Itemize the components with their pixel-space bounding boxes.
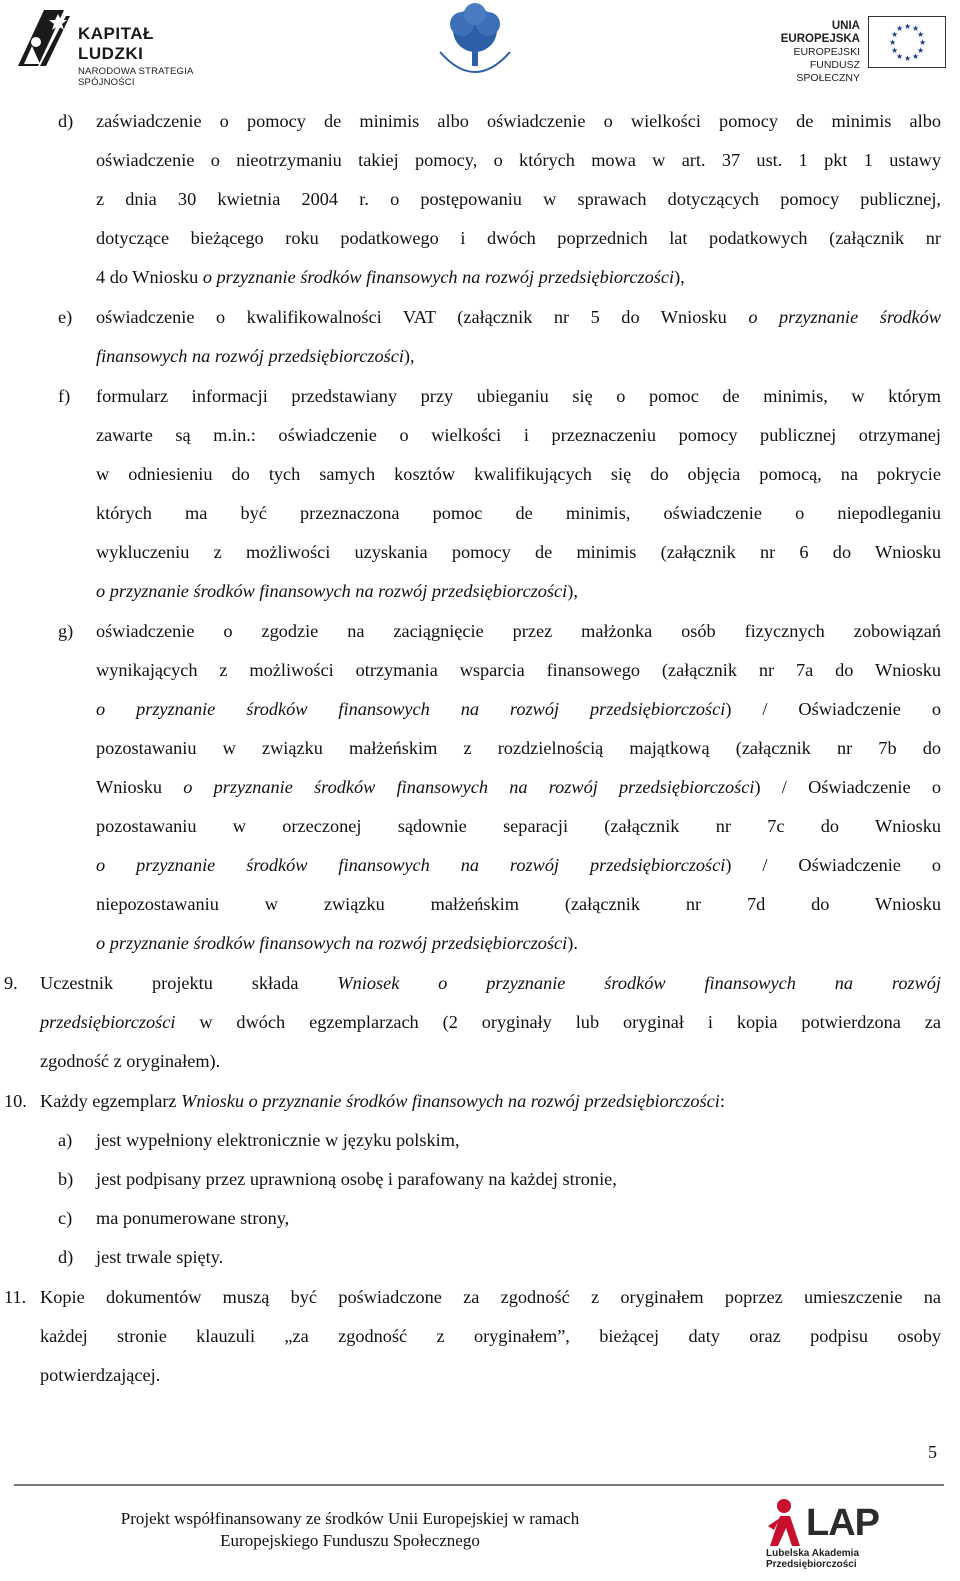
list-marker: c) xyxy=(58,1208,73,1228)
paragraph-line: niepozostawaniu w związku małżeńskim (załącznik nr 7d do Wniosku xyxy=(96,894,941,914)
svg-text:★: ★ xyxy=(912,52,920,61)
kapital-ludzki-subtitle: NARODOWA STRATEGIA SPÓJNOŚCI xyxy=(78,66,193,88)
list-number: 9. xyxy=(4,973,18,993)
lap-wordmark: LAP xyxy=(806,1502,879,1544)
lap-emblem-icon xyxy=(766,1496,806,1548)
footer-line-1: Projekt współfinansowany ze środków Unii Europejskiej w ramach xyxy=(120,1509,580,1528)
paragraph-line: finansowych na rozwój przedsiębiorczości), xyxy=(96,346,415,366)
page-header xyxy=(0,0,960,88)
eu-line1: UNIA EUROPEJSKA xyxy=(780,20,860,45)
paragraph-line: których ma być przeznaczona pomoc de minimis, oświadczenie o niepodleganiu xyxy=(96,503,941,523)
tree-icon xyxy=(430,2,520,86)
svg-text:★: ★ xyxy=(919,38,927,47)
list-marker: a) xyxy=(58,1130,73,1150)
page-number: 5 xyxy=(928,1442,937,1462)
paragraph-line: Kopie dokumentów muszą być poświadczone za zgodność z oryginałem poprzez umieszczenie na xyxy=(40,1287,941,1307)
paragraph-line: 4 do Wniosku o przyznanie środków finansowych na rozwój przedsiębiorczości), xyxy=(96,267,685,287)
list-marker: b) xyxy=(58,1169,74,1189)
paragraph-line: Każdy egzemplarz Wniosku o przyznanie środków finansowych na rozwój przedsiębiorczości: xyxy=(40,1091,725,1111)
paragraph-line: formularz informacji przedstawiany przy ubieganiu się o pomoc de minimis, w którym xyxy=(96,386,941,406)
list-marker: d) xyxy=(58,111,74,131)
lap-logo xyxy=(766,1496,890,1574)
paragraph-line: o przyznanie środków finansowych na rozwój przedsiębiorczości) / Oświadczenie o xyxy=(96,855,941,875)
paragraph-line: każdej stronie klauzuli „za zgodność z oryginałem”, bieżącej daty oraz podpisu osoby xyxy=(40,1326,941,1346)
eu-logo xyxy=(752,12,952,84)
list-item: jest podpisany przez uprawnioną osobę i parafowany na każdej stronie, xyxy=(96,1169,617,1189)
list-number: 10. xyxy=(4,1091,27,1111)
svg-text:★: ★ xyxy=(904,22,912,31)
list-item: jest trwale spięty. xyxy=(96,1247,224,1267)
list-marker: e) xyxy=(58,307,73,327)
kapital-ludzki-emblem-icon xyxy=(14,6,74,72)
paragraph-line: o przyznanie środków finansowych na rozwój przedsiębiorczości), xyxy=(96,581,578,601)
eu-line2: EUROPEJSKI xyxy=(793,46,860,58)
svg-text:★: ★ xyxy=(904,54,912,63)
footer-line-2: Europejskiego Funduszu Społecznego xyxy=(220,1531,480,1550)
svg-text:★: ★ xyxy=(917,30,925,39)
paragraph-line: dotyczące bieżącego roku podatkowego i dwóch poprzednich lat podatkowych (załącznik nr xyxy=(96,228,941,248)
lap-subtitle-line-1: Lubelska Akademia xyxy=(766,1548,860,1559)
paragraph-line: zawarte są m.in.: oświadczenie o wielkości i przeznaczeniu pomocy publicznej otrzymanej xyxy=(96,425,941,445)
footer-divider xyxy=(14,1484,944,1486)
paragraph-line: Wniosku o przyznanie środków finansowych na rozwój przedsiębiorczości) / Oświadczenie o xyxy=(96,777,941,797)
paragraph-line: zgodność z oryginałem). xyxy=(40,1051,221,1071)
paragraph-line: wynikających z możliwości otrzymania wsparcia finansowego (załącznik nr 7a do Wniosku xyxy=(96,660,941,680)
list-marker: d) xyxy=(58,1247,74,1267)
paragraph-line: wykluczeniu z możliwości uzyskania pomocy de minimis (załącznik nr 6 do Wniosku xyxy=(96,542,941,562)
list-marker: g) xyxy=(58,621,74,641)
eu-flag-icon xyxy=(868,16,946,68)
svg-text:★: ★ xyxy=(912,24,920,33)
paragraph-line: oświadczenie o kwalifikowalności VAT (załącznik nr 5 do Wniosku o przyznanie środków xyxy=(96,307,941,327)
paragraph-line: zaświadczenie o pomocy de minimis albo oświadczenie o wielkości pomocy de minimis albo xyxy=(96,111,941,131)
paragraph-line: potwierdzającej. xyxy=(40,1365,161,1385)
paragraph-line: oświadczenie o zgodzie na zaciągnięcie przez małżonka osób fizycznych zobowiązań xyxy=(96,621,941,641)
svg-text:★: ★ xyxy=(889,38,897,47)
paragraph-line: Uczestnik projektu składa Wniosek o przyznanie środków finansowych na rozwój xyxy=(40,973,941,993)
svg-text:★: ★ xyxy=(896,52,904,61)
paragraph-line: o przyznanie środków finansowych na rozwój przedsiębiorczości) / Oświadczenie o xyxy=(96,699,941,719)
list-item: ma ponumerowane strony, xyxy=(96,1208,290,1228)
list-marker: f) xyxy=(58,386,71,406)
institute-tree-logo xyxy=(430,2,520,86)
paragraph-line: przedsiębiorczości w dwóch egzemplarzach (2 oryginały lub oryginał i kopia potwierdzona za xyxy=(40,1012,941,1032)
svg-text:★: ★ xyxy=(896,24,904,33)
paragraph-line: w odniesieniu do tych samych kosztów kwalifikujących się do objęcia pomocą, na pokrycie xyxy=(96,464,941,484)
paragraph-line: pozostawaniu w orzeczonej sądownie separacji (załącznik nr 7c do Wniosku xyxy=(96,816,941,836)
list-item: jest wypełniony elektronicznie w języku polskim, xyxy=(96,1130,460,1150)
paragraph-line: o przyznanie środków finansowych na rozwój przedsiębiorczości). xyxy=(96,933,578,953)
list-number: 11. xyxy=(4,1287,27,1307)
footer-text xyxy=(60,1508,640,1552)
lap-subtitle-line-2: Przedsiębiorczości xyxy=(766,1559,857,1570)
eu-line3: FUNDUSZ SPOŁECZNY xyxy=(796,59,860,84)
kapital-ludzki-logo xyxy=(14,6,224,88)
svg-text:★: ★ xyxy=(891,30,899,39)
lap-subtitle xyxy=(766,1548,890,1570)
svg-text:★: ★ xyxy=(891,46,899,55)
paragraph-line: oświadczenie o nieotrzymaniu takiej pomocy, o których mowa w art. 37 ust. 1 pkt 1 ustawy xyxy=(96,150,941,170)
kapital-ludzki-title: KAPITAŁ LUDZKI xyxy=(78,24,154,63)
paragraph-line: pozostawaniu w związku małżeńskim z rozdzielnością majątkową (załącznik nr 7b do xyxy=(96,738,941,758)
paragraph-line: z dnia 30 kwietnia 2004 r. o postępowaniu w sprawach dotyczących pomocy publicznej, xyxy=(96,189,941,209)
svg-text:★: ★ xyxy=(917,46,925,55)
